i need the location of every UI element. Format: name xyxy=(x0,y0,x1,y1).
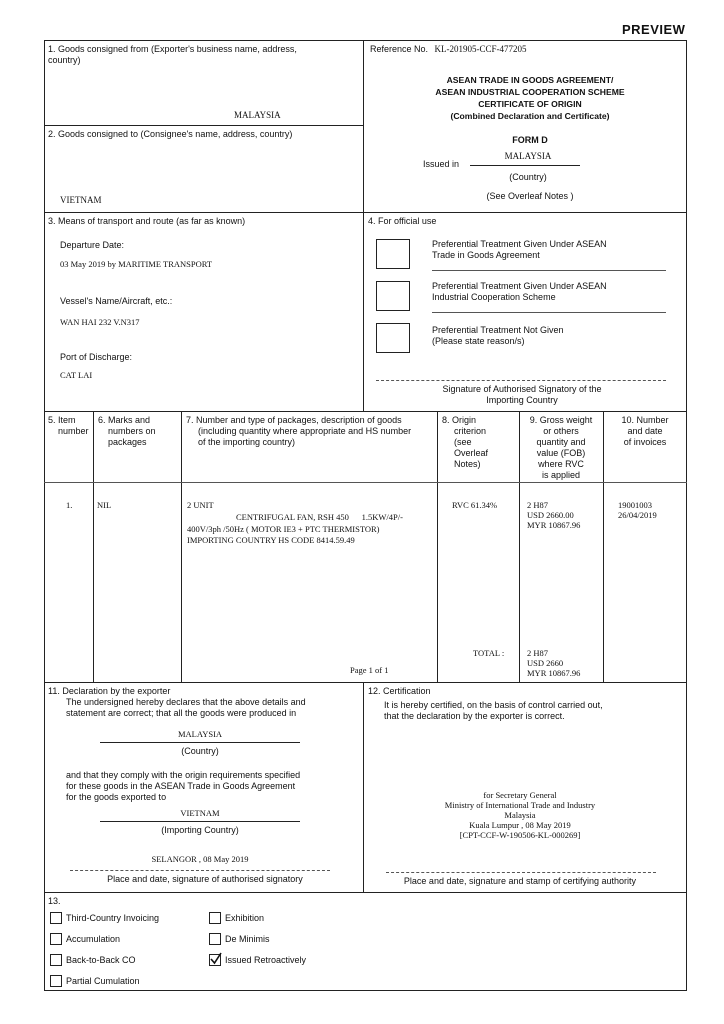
item-invoice: 19001003 26/04/2019 xyxy=(618,500,657,520)
item-description-line3: IMPORTING COUNTRY HS CODE 8414.59.49 xyxy=(187,535,355,545)
header-marks: 6. Marks and numbers on packages xyxy=(98,415,156,447)
issued-in-value: MALAYSIA xyxy=(504,151,552,161)
option-asean-trade: Preferential Treatment Given Under ASEAN Trade in Goods Agreement xyxy=(432,239,607,260)
checkbox-third-country-invoicing[interactable] xyxy=(50,912,62,924)
checkbox-back-to-back-co[interactable] xyxy=(50,954,62,966)
reference-value: KL-201905-CCF-477205 xyxy=(434,44,527,54)
option-industrial-cooperation: Preferential Treatment Given Under ASEAN Industrial Cooperation Scheme xyxy=(432,281,607,302)
consignor-country: MALAYSIA xyxy=(234,110,281,120)
header-invoice: 10. Number and date of invoices xyxy=(621,415,669,447)
exporter-signature-caption: Place and date, signature of authorised signatory xyxy=(107,874,303,884)
issued-country-caption: (Country) xyxy=(509,172,547,182)
item-description-line1: CENTRIFUGAL FAN, RSH 450 1.5KW/4P/- xyxy=(236,512,403,522)
declaration-text: The undersigned hereby declares that the above details and statement are correct; that all the goods were produced in xyxy=(66,697,306,718)
page-number: Page 1 of 1 xyxy=(350,665,389,675)
label-accumulation: Accumulation xyxy=(66,934,121,944)
consignee-country: VIETNAM xyxy=(60,195,102,205)
box2-label: 2. Goods consigned to (Consignee's name, address, country) xyxy=(48,129,293,139)
declaration-compliance-text: and that they comply with the origin requirements specified for these goods in the ASEAN Trade in Goods Agreement for the goods exported to xyxy=(66,770,301,802)
reference-row xyxy=(370,44,527,55)
declaration-country-caption: (Country) xyxy=(181,746,219,756)
official-checkbox-not-given[interactable] xyxy=(376,323,410,353)
label-third-country-invoicing: Third-Country Invoicing xyxy=(66,913,160,923)
departure-label: Departure Date: xyxy=(60,240,125,250)
checkbox-partial-cumulation[interactable] xyxy=(50,975,62,987)
certificate-title: ASEAN TRADE IN GOODS AGREEMENT/ ASEAN INDUSTRIAL COOPERATION SCHEME CERTIFICATE OF ORIGIN (Combined Declaration and Certificate) xyxy=(435,75,625,121)
importing-country-caption: (Importing Country) xyxy=(161,825,239,835)
preview-label: PREVIEW xyxy=(622,22,686,37)
header-gross-weight: 9. Gross weight or others quantity and value (FOB) where RVC is applied xyxy=(529,415,593,480)
vessel-value: WAN HAI 232 V.N317 xyxy=(60,317,140,327)
label-de-minimis: De Minimis xyxy=(225,934,270,944)
total-label: TOTAL : xyxy=(473,648,505,658)
vessel-label: Vessel's Name/Aircraft, etc.: xyxy=(60,296,173,306)
importing-signatory-caption: Signature of Authorised Signatory of the Importing Country xyxy=(442,384,602,405)
box1-label: 1. Goods consigned from (Exporter's business name, address, country) xyxy=(48,44,297,65)
reference-label: Reference No. xyxy=(370,44,429,54)
item-gross-weight: 2 H87 USD 2660.00 MYR 10867.96 xyxy=(527,500,581,530)
item-quantity: 2 UNIT xyxy=(187,500,214,510)
label-issued-retroactively: Issued Retroactively xyxy=(225,955,307,965)
checkbox-issued-retroactively[interactable] xyxy=(209,954,221,966)
item-marks: NIL xyxy=(97,500,112,510)
issued-in-label: Issued in xyxy=(423,159,460,169)
official-checkbox-industrial[interactable] xyxy=(376,281,410,311)
box11-label: 11. Declaration by the exporter xyxy=(48,686,171,696)
declaration-country: MALAYSIA xyxy=(177,729,223,739)
header-item-number: 5. Item number xyxy=(48,415,89,436)
item-origin-criterion: RVC 61.34% xyxy=(452,500,498,510)
form-d-label: FORM D xyxy=(512,135,548,145)
option-not-given: Preferential Treatment Not Given (Please state reason/s) xyxy=(432,325,564,346)
box4-label: 4. For official use xyxy=(368,216,437,226)
overleaf-notes: (See Overleaf Notes ) xyxy=(486,191,574,201)
official-checkbox-asean-trade[interactable] xyxy=(376,239,410,269)
box13-label: 13. xyxy=(48,896,61,906)
checkmark-icon xyxy=(209,952,223,966)
port-value: CAT LAI xyxy=(60,370,93,380)
certifying-authority-block: for Secretary General Ministry of International Trade and Industry Malaysia Kuala Lumpur , 08 May 2019 [CPT-CCF-W-190506-KL-000269] xyxy=(444,790,596,840)
exporter-place-date: SELANGOR , 08 May 2019 xyxy=(151,854,249,864)
header-origin-criterion: 8. Origin criterion (see Overleaf Notes) xyxy=(442,415,489,469)
certification-text: It is hereby certified, on the basis of control carried out, that the declaration by the exporter is correct. xyxy=(384,700,603,721)
issued-in-line xyxy=(470,165,580,166)
box3-label: 3. Means of transport and route (as far as known) xyxy=(48,216,246,226)
label-back-to-back-co: Back-to-Back CO xyxy=(66,955,136,965)
item-description-line2: 400V/3ph /50Hz ( MOTOR IE3 + PTC THERMISTOR) xyxy=(187,524,380,534)
total-values: 2 H87 USD 2660 MYR 10867.96 xyxy=(527,648,581,678)
importing-country-value: VIETNAM xyxy=(180,808,220,818)
checkbox-accumulation[interactable] xyxy=(50,933,62,945)
departure-value: 03 May 2019 by MARITIME TRANSPORT xyxy=(60,259,213,269)
checkbox-exhibition[interactable] xyxy=(209,912,221,924)
box12-label: 12. Certification xyxy=(368,686,431,696)
label-exhibition: Exhibition xyxy=(225,913,265,923)
checkbox-de-minimis[interactable] xyxy=(209,933,221,945)
port-label: Port of Discharge: xyxy=(60,352,133,362)
header-description: 7. Number and type of packages, description of goods (including quantity where appropriate and HS number of the importing country) xyxy=(186,415,412,447)
item-number: 1. xyxy=(66,500,73,510)
certifying-signature-caption: Place and date, signature and stamp of certifying authority xyxy=(403,876,637,886)
label-partial-cumulation: Partial Cumulation xyxy=(66,976,140,986)
